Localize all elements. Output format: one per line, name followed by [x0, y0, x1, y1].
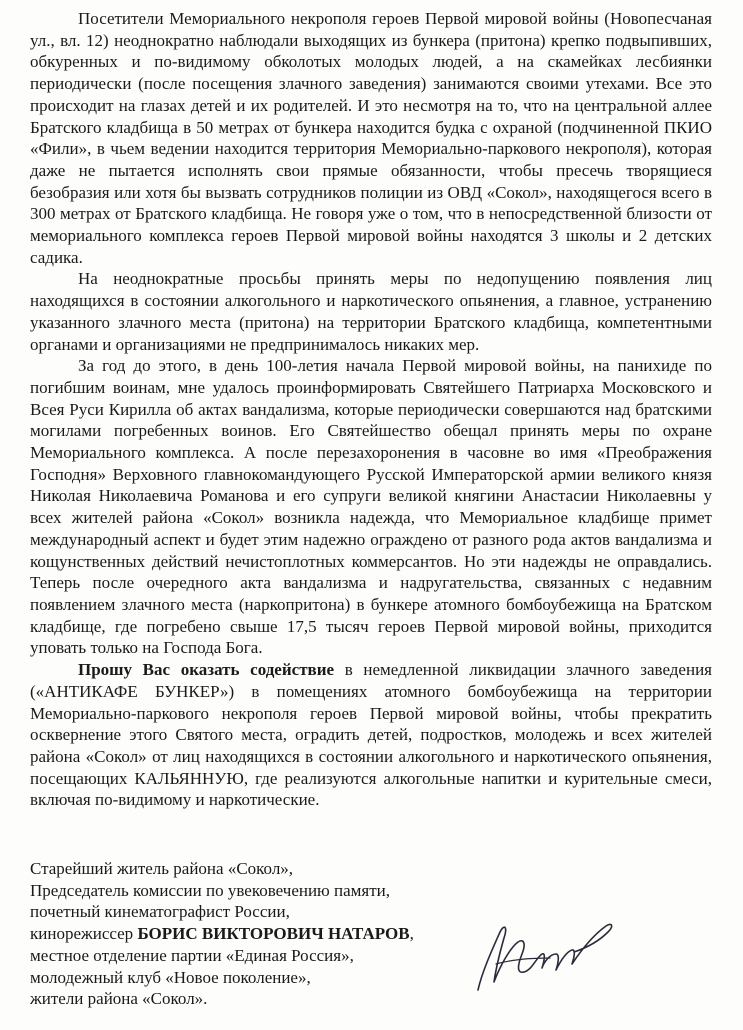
- request-emphasis: Прошу Вас оказать содействие: [78, 660, 335, 680]
- signer-name-line: [30, 923, 470, 945]
- signer-title-line: Старейший житель района «Сокол»,: [30, 859, 294, 878]
- signer-title-line: местное отделение партии «Единая Россия»,: [30, 945, 354, 965]
- paragraph-patriarch-appeal: [30, 355, 712, 659]
- signer-name: БОРИС ВИКТОРОВИЧ НАТАРОВ: [137, 924, 410, 944]
- signer-profession: кинорежиссер: [30, 924, 138, 944]
- signer-title-line: молодежный клуб «Новое поколение»,: [30, 967, 311, 987]
- paragraph-text: в немедленной ликвидации злачного заведения («АНТИКАФЕ БУНКЕР») в помещениях атомного бомбоубежища на территории Мемориально-паркового некрополя героев Первой мировой войны, чтобы прекратить осквернение этого Святого места, оградить детей, подростков, молодежь и всех жителей района «Сокол» от лиц находящихся в состоянии алкогольного и наркотического опьянения, посещающих КАЛЬЯННУЮ, где реализуются алкогольные напитки и курительные смеси, включая по-видимому и наркотические.: [30, 660, 712, 810]
- paragraph-request: [30, 659, 712, 811]
- paragraph-text: За год до этого, в день 100-летия начала Первой мировой войны, на панихиде по погибшим воинам, мне удалось проинформировать Святейшего Патриарха Московского и Всея Руси Кирилла об актах вандализма, которые периодически совершаются над братскими могилами погребенных воинов. Его Святейшество обещал принять меры по охране Мемориального комплекса. А после перезахоронения в часовне во имя «Преображения Господня» Верховного главнокомандующего Русской Императорской армии великого князя Николая Николаевича Романова и его супруги великой княгини Анастасии Николаевны у всех жителей района «Сокол» возникла надежда, что Мемориальное кладбище примет международный аспект и будет этим надежно ограждено от разного рода актов вандализма и кощунственных действий нечистоплотных коммерсантов. Но эти надежды не оправдались. Теперь после очередного акта вандализма и надругательства, связанных с недавним появлением злачного места (наркопритона) в бункере атомного бомбоубежища на Братском кладбище, где погребено свыше 17,5 тысяч героев Первой мировой войны, приходится уповать только на Господа Бога.: [30, 356, 712, 658]
- paragraph-text: Посетители Мемориального некрополя героев Первой мировой войны (Новопесчаная ул., вл. 12) неоднократно наблюдали выходящих из бункера (притона) крепко подвыпивших, обкуренных и по-видимому обколотых молодых людей, а на скамейках лесбиянки периодически (после посещения злачного заведения) занимаются своими утехами. Все это происходит на глазах детей и их родителей. И это несмотря на то, что на центральной аллее Братского кладбища в 50 метрах от бункера находится будка с охраной (подчиненной ПКИО «Фили», в чьем ведении находится территория Мемориально-паркового некрополя), которая даже не пытается исполнять свои прямые обязанности, чтобы пресечь творящиеся безобразия или хотя бы вызвать сотрудников полиции из ОВД «Сокол», находящегося всего в 300 метрах от Братского кладбища. Не говоря уже о том, что в непосредственной близости от мемориального комплекса героев Первой мировой войны находятся 3 школы и 2 детских садика.: [30, 9, 712, 267]
- signer-title-line: Председатель комиссии по увековечению памяти,: [30, 880, 391, 900]
- signer-title-line: почетный кинематографист России,: [30, 902, 290, 922]
- signer-name-comma: ,: [409, 924, 414, 944]
- signature-stroke: [478, 924, 612, 990]
- paragraph-repeated-requests: [30, 268, 712, 355]
- letter-body: [30, 8, 712, 811]
- handwritten-signature: [470, 912, 620, 1002]
- paragraph-visitors-observations: [30, 8, 712, 268]
- signature-block: [30, 858, 470, 1010]
- paragraph-text: На неоднократные просьбы принять меры по недопущению появления лиц находящихся в состоянии алкогольного и наркотического опьянения, а главное, устранению указанного злачного места (притона) на территории Братского кладбища, компетентными органами и организациями не предпринималось никаких мер.: [30, 269, 712, 354]
- signer-title-line: жители района «Сокол».: [30, 989, 208, 1009]
